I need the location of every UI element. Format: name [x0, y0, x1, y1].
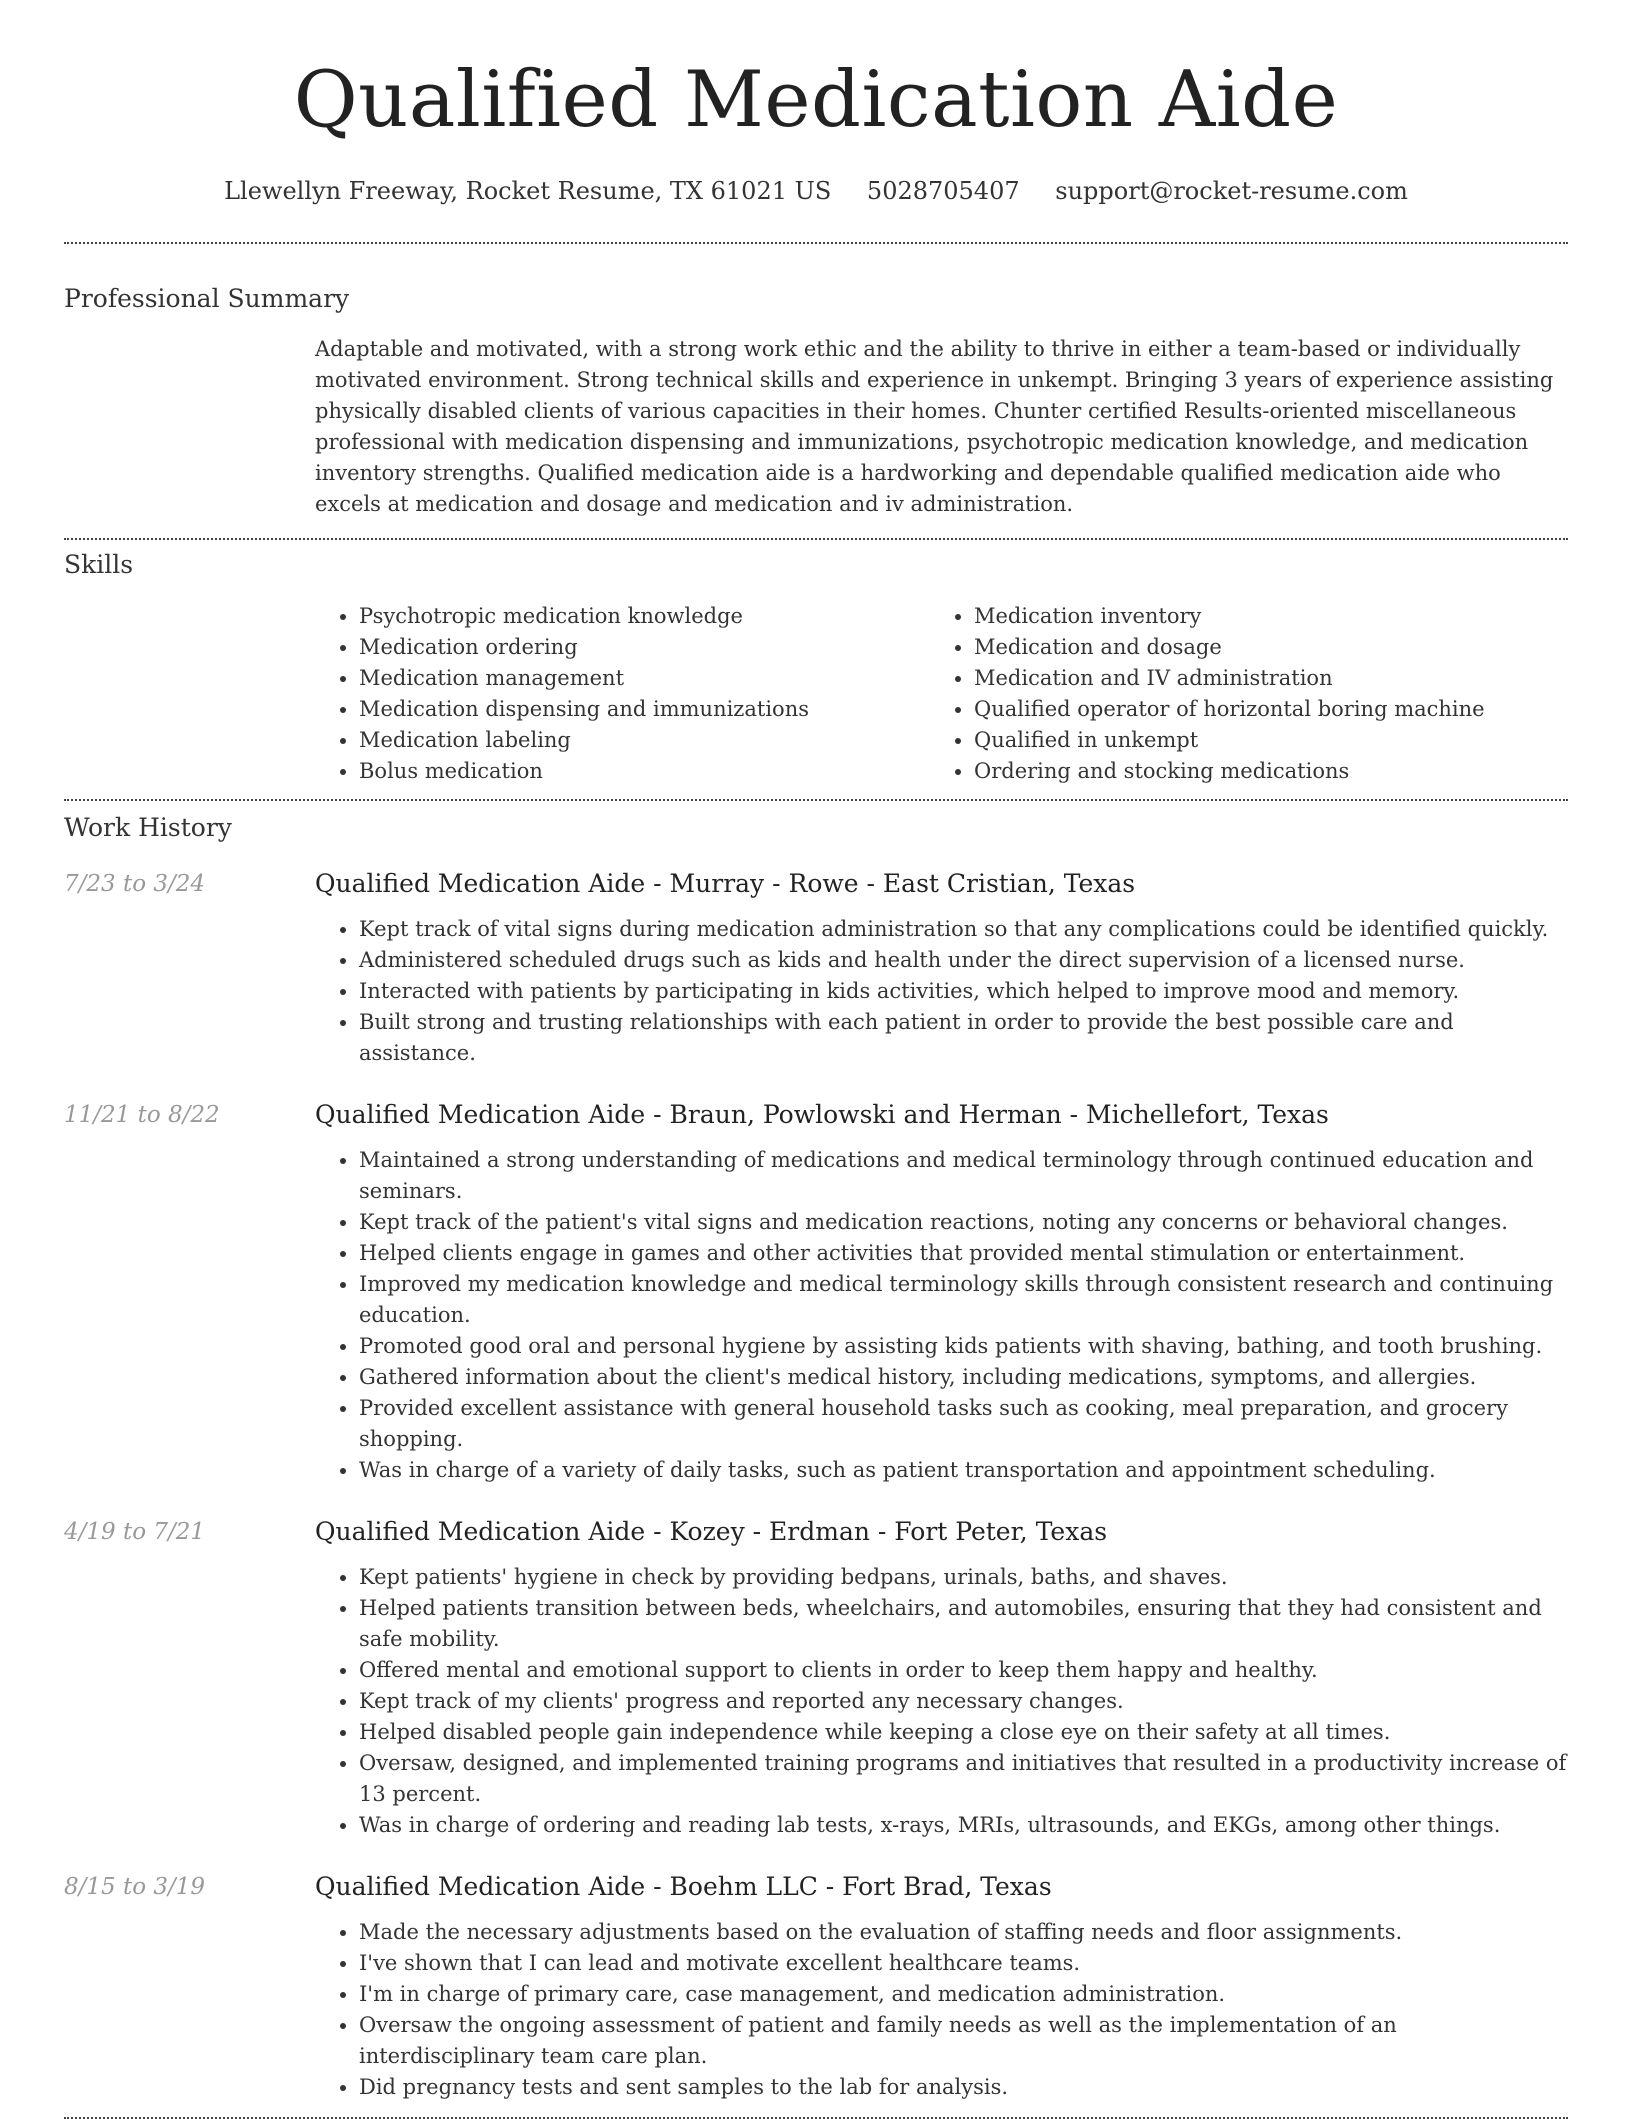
job-bullets [315, 1145, 1568, 1486]
job-bullet: • Kept track of my clients' progress and reported any necessary changes. [359, 1686, 1568, 1717]
summary-body [315, 334, 1568, 520]
resume-header [0, 0, 1632, 208]
job-details [315, 1098, 1568, 1486]
skill-item: • Medication ordering [359, 632, 930, 663]
skill-item: • Bolus medication [359, 756, 930, 787]
job-entry [64, 1515, 1568, 1841]
job-dates: 7/23 to 3/24 [64, 871, 206, 897]
summary-section [0, 244, 1632, 520]
job-bullet: • Made the necessary adjustments based on the evaluation of staffing needs and floor assignments. [359, 1917, 1568, 1948]
job-bullet: • Improved my medication knowledge and medical terminology skills through consistent research and continuing education. [359, 1269, 1568, 1331]
job-title: Qualified Medication Aide - Boehm LLC - Fort Brad, Texas [315, 1872, 1052, 1901]
skill-item: • Medication dispensing and immunizations [359, 694, 930, 725]
work-history-heading: Work History [64, 813, 232, 842]
skills-section [0, 540, 1632, 787]
job-bullets [315, 1562, 1568, 1841]
candidate-name: Qualified Medication Aide [293, 55, 1339, 145]
job-title: Qualified Medication Aide - Murray - Rowe - East Cristian, Texas [315, 869, 1136, 898]
job-bullet: • Offered mental and emotional support to clients in order to keep them happy and healthy. [359, 1655, 1568, 1686]
job-bullet: • Gathered information about the client's medical history, including medications, symptoms, and allergies. [359, 1362, 1568, 1393]
skills-column-right [930, 601, 1545, 787]
job-bullet: • Administered scheduled drugs such as kids and health under the direct supervision of a licensed nurse. [359, 945, 1568, 976]
job-bullet: • Oversaw, designed, and implemented training programs and initiatives that resulted in a productivity increase of 13 percent. [359, 1748, 1568, 1810]
skill-item: • Psychotropic medication knowledge [359, 601, 930, 632]
skill-item: • Ordering and stocking medications [974, 756, 1545, 787]
contact-phone: 5028705407 [866, 177, 1020, 205]
job-bullet: • Maintained a strong understanding of medications and medical terminology through continued education and seminars. [359, 1145, 1568, 1207]
job-bullet: • Kept patients' hygiene in check by providing bedpans, urinals, baths, and shaves. [359, 1562, 1568, 1593]
work-history-section [0, 801, 1632, 2103]
job-dates: 11/21 to 8/22 [64, 1102, 220, 1128]
job-bullet: • Was in charge of ordering and reading lab tests, x-rays, MRIs, ultrasounds, and EKGs, among other things. [359, 1810, 1568, 1841]
job-entry [64, 1098, 1568, 1486]
job-bullet: • Did pregnancy tests and sent samples to the lab for analysis. [359, 2072, 1568, 2103]
job-bullet: • Provided excellent assistance with general household tasks such as cooking, meal preparation, and grocery shopping. [359, 1393, 1568, 1455]
contact-address: Llewellyn Freeway, Rocket Resume, TX 61021 US [224, 177, 832, 205]
job-bullet: • Kept track of vital signs during medication administration so that any complications could be identified quickly. [359, 914, 1568, 945]
job-bullet: • Helped patients transition between beds, wheelchairs, and automobiles, ensuring that they had consistent and safe mobility. [359, 1593, 1568, 1655]
skills-list-left [315, 601, 930, 787]
job-bullet: • I'm in charge of primary care, case management, and medication administration. [359, 1979, 1568, 2010]
job-title: Qualified Medication Aide - Braun, Powlowski and Herman - Michellefort, Texas [315, 1100, 1329, 1129]
job-bullet: • Helped clients engage in games and other activities that provided mental stimulation or entertainment. [359, 1238, 1568, 1269]
job-bullet: • Helped disabled people gain independence while keeping a close eye on their safety at all times. [359, 1717, 1568, 1748]
job-bullets [315, 914, 1568, 1069]
job-bullet: • Built strong and trusting relationships with each patient in order to provide the best possible care and assistance. [359, 1007, 1568, 1069]
job-bullet: • Oversaw the ongoing assessment of patient and family needs as well as the implementation of an interdisciplinary team care plan. [359, 2010, 1568, 2072]
job-dates: 8/15 to 3/19 [64, 1874, 206, 1900]
skill-item: • Qualified operator of horizontal boring machine [974, 694, 1545, 725]
job-entry [64, 1870, 1568, 2103]
skill-item: • Medication and dosage [974, 632, 1545, 663]
job-bullet: • Promoted good oral and personal hygiene by assisting kids patients with shaving, bathing, and tooth brushing. [359, 1331, 1568, 1362]
skill-item: • Qualified in unkempt [974, 725, 1545, 756]
job-dates: 4/19 to 7/21 [64, 1519, 206, 1545]
contact-email: support@rocket-resume.com [1055, 177, 1408, 205]
skills-list-right [930, 601, 1545, 787]
skills-grid [315, 601, 1568, 787]
job-title: Qualified Medication Aide - Kozey - Erdman - Fort Peter, Texas [315, 1517, 1108, 1546]
job-details [315, 1515, 1568, 1841]
skill-item: • Medication inventory [974, 601, 1545, 632]
summary-heading: Professional Summary [64, 284, 350, 313]
job-entry [64, 867, 1568, 1069]
job-details [315, 867, 1568, 1069]
skills-column-left [315, 601, 930, 787]
job-bullet: • Was in charge of a variety of daily tasks, such as patient transportation and appointment scheduling. [359, 1455, 1568, 1486]
job-bullet: • Kept track of the patient's vital signs and medication reactions, noting any concerns or behavioral changes. [359, 1207, 1568, 1238]
job-bullets [315, 1917, 1568, 2103]
job-bullet: • Interacted with patients by participating in kids activities, which helped to improve mood and memory. [359, 976, 1568, 1007]
job-bullet: • I've shown that I can lead and motivate excellent healthcare teams. [359, 1948, 1568, 1979]
summary-text: Adaptable and motivated, with a strong work ethic and the ability to thrive in either a team-based or individually motivated environment. Strong technical skills and experience in unkempt. Bringing 3 years of experience assisting physically disabled clients of various capacities in their homes. Chunter certified Results-oriented miscellaneous professional with medication dispensing and immunizations, psychotropic medication knowledge, and medication inventory strengths. Qualified medication aide is a hardworking and dependable qualified medication aide who excels at medication and dosage and medication and iv administration. [315, 337, 1554, 516]
skill-item: • Medication labeling [359, 725, 930, 756]
skill-item: • Medication and IV administration [974, 663, 1545, 694]
contact-line [0, 174, 1632, 208]
job-details [315, 1870, 1568, 2103]
skills-heading: Skills [64, 550, 134, 579]
skill-item: • Medication management [359, 663, 930, 694]
